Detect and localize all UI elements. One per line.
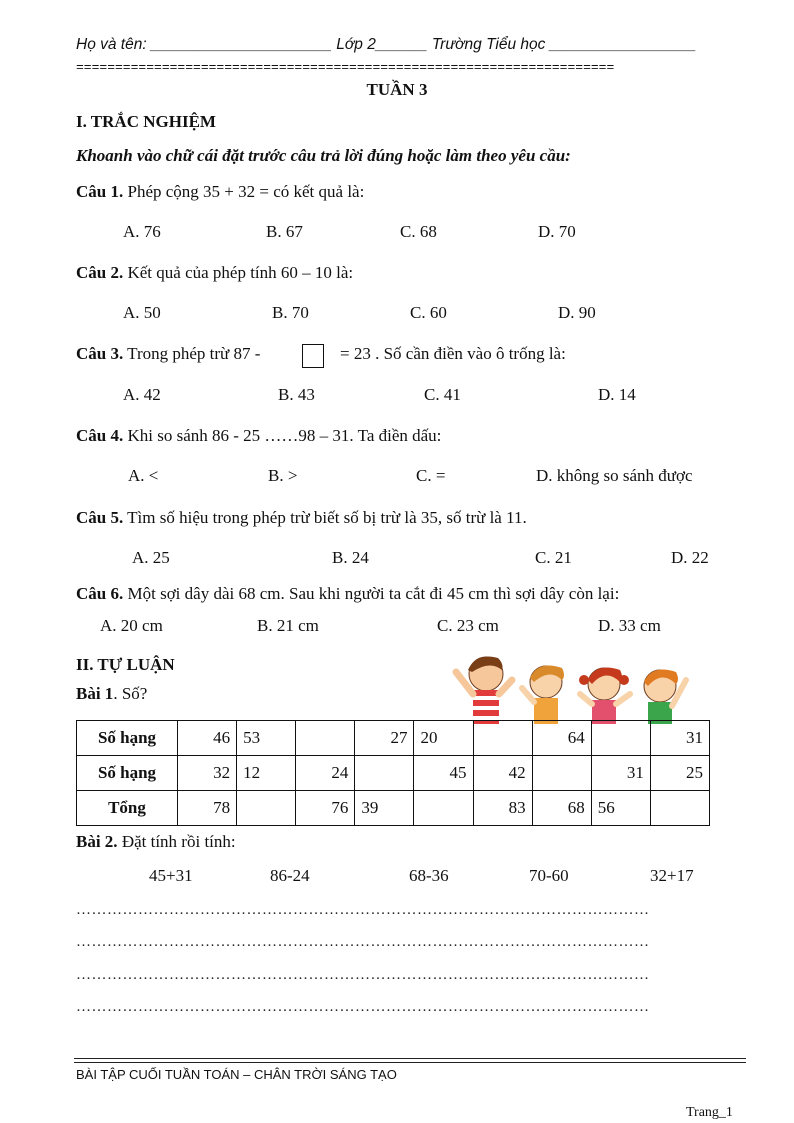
calc-item: 86-24 xyxy=(270,866,310,885)
q2-option-a[interactable]: A. 50 xyxy=(123,303,161,322)
table-cell[interactable]: 76 xyxy=(296,791,355,826)
table-cell[interactable] xyxy=(237,791,296,826)
question-5: Câu 5. Tìm số hiệu trong phép trừ biết số bị trừ là 35, số trừ là 11. xyxy=(76,508,527,527)
table-cell[interactable]: 64 xyxy=(532,721,591,756)
table-cell[interactable] xyxy=(650,791,709,826)
table-cell[interactable] xyxy=(532,756,591,791)
table-row xyxy=(77,756,710,791)
table-cell[interactable] xyxy=(355,756,414,791)
table-cell[interactable]: 31 xyxy=(650,721,709,756)
header-separator: ===================================================================== xyxy=(76,60,615,75)
table-cell[interactable]: 42 xyxy=(473,756,532,791)
answer-line[interactable]: ………………………………………………………………………………………………… xyxy=(76,967,650,983)
row-label: Tổng xyxy=(77,791,178,826)
table-cell[interactable]: 39 xyxy=(355,791,414,826)
table-cell[interactable]: 83 xyxy=(473,791,532,826)
table-cell[interactable]: 27 xyxy=(355,721,414,756)
table-cell[interactable]: 53 xyxy=(237,721,296,756)
calc-item: 68-36 xyxy=(409,866,449,885)
q4-option-a[interactable]: A. < xyxy=(128,466,159,485)
q5-option-a[interactable]: A. 25 xyxy=(132,548,170,567)
row-label: Số hạng xyxy=(77,721,178,756)
table-cell[interactable]: 78 xyxy=(178,791,237,826)
table-cell[interactable]: 32 xyxy=(178,756,237,791)
q1-option-b[interactable]: B. 67 xyxy=(266,222,303,241)
q4-option-d[interactable]: D. không so sánh được xyxy=(536,466,693,485)
q5-option-b[interactable]: B. 24 xyxy=(332,548,369,567)
table-cell[interactable]: 24 xyxy=(296,756,355,791)
q6-option-b[interactable]: B. 21 cm xyxy=(257,616,319,635)
answer-line[interactable]: ………………………………………………………………………………………………… xyxy=(76,999,650,1015)
footer-text: BÀI TẬP CUỐI TUẦN TOÁN – CHÂN TRỜI SÁNG TẠO xyxy=(76,1067,397,1082)
q1-option-d[interactable]: D. 70 xyxy=(538,222,576,241)
table-cell[interactable] xyxy=(473,721,532,756)
q1-option-a[interactable]: A. 76 xyxy=(123,222,161,241)
table-cell[interactable]: 45 xyxy=(414,756,473,791)
table-cell[interactable]: 31 xyxy=(591,756,650,791)
question-3: Câu 3. Trong phép trừ 87 - xyxy=(76,344,261,363)
table-cell[interactable] xyxy=(414,791,473,826)
q4-option-b[interactable]: B. > xyxy=(268,466,298,485)
answer-line[interactable]: ………………………………………………………………………………………………… xyxy=(76,934,650,950)
table-cell[interactable]: 25 xyxy=(650,756,709,791)
table-cell[interactable]: 68 xyxy=(532,791,591,826)
q3-option-b[interactable]: B. 43 xyxy=(278,385,315,404)
table-cell[interactable] xyxy=(296,721,355,756)
addition-table xyxy=(76,720,710,826)
q2-option-b[interactable]: B. 70 xyxy=(272,303,309,322)
q6-option-c[interactable]: C. 23 cm xyxy=(437,616,499,635)
exercise-2-heading: Bài 2. Đặt tính rồi tính: xyxy=(76,832,236,851)
footer-divider xyxy=(74,1058,746,1059)
q3-option-d[interactable]: D. 14 xyxy=(598,385,636,404)
q2-option-c[interactable]: C. 60 xyxy=(410,303,447,322)
q5-option-c[interactable]: C. 21 xyxy=(535,548,572,567)
question-2: Câu 2. Kết quả của phép tính 60 – 10 là: xyxy=(76,263,354,282)
q3-option-a[interactable]: A. 42 xyxy=(123,385,161,404)
section-1-instruction: Khoanh vào chữ cái đặt trước câu trả lời đúng hoặc làm theo yêu cầu: xyxy=(76,146,571,165)
question-6: Câu 6. Một sợi dây dài 68 cm. Sau khi người ta cắt đi 45 cm thì sợi dây còn lại: xyxy=(76,584,620,603)
table-row xyxy=(77,791,710,826)
question-3-continuation: = 23 . Số cần điền vào ô trống là: xyxy=(340,344,566,363)
answer-line[interactable]: ………………………………………………………………………………………………… xyxy=(76,902,650,918)
row-label: Số hạng xyxy=(77,756,178,791)
table-cell[interactable] xyxy=(591,721,650,756)
footer-divider xyxy=(74,1062,746,1063)
student-info-line: Họ và tên: _____________________ Lớp 2______ Trường Tiểu học _________________ xyxy=(76,36,697,53)
section-2-heading: II. TỰ LUẬN xyxy=(76,655,175,674)
table-cell[interactable]: 46 xyxy=(178,721,237,756)
q4-option-c[interactable]: C. = xyxy=(416,466,446,485)
calc-item: 70-60 xyxy=(529,866,569,885)
children-illustration xyxy=(446,650,692,724)
page-title: TUẦN 3 xyxy=(366,80,428,99)
q2-option-d[interactable]: D. 90 xyxy=(558,303,596,322)
q6-option-a[interactable]: A. 20 cm xyxy=(100,616,163,635)
q5-option-d[interactable]: D. 22 xyxy=(671,548,709,567)
page-number: Trang_1 xyxy=(686,1105,733,1120)
answer-blank-box[interactable] xyxy=(302,344,324,368)
exercise-1-heading: Bài 1. Số? xyxy=(76,684,148,703)
table-row xyxy=(77,721,710,756)
q1-option-c[interactable]: C. 68 xyxy=(400,222,437,241)
question-1: Câu 1. Phép cộng 35 + 32 = có kết quả là: xyxy=(76,182,365,201)
q6-option-d[interactable]: D. 33 cm xyxy=(598,616,661,635)
question-4: Câu 4. Khi so sánh 86 - 25 ……98 – 31. Ta điền dấu: xyxy=(76,426,442,445)
table-cell[interactable]: 12 xyxy=(237,756,296,791)
table-cell[interactable]: 56 xyxy=(591,791,650,826)
calc-item: 45+31 xyxy=(149,866,193,885)
table-cell[interactable]: 20 xyxy=(414,721,473,756)
section-1-heading: I. TRẮC NGHIỆM xyxy=(76,112,216,131)
calc-item: 32+17 xyxy=(650,866,694,885)
q3-option-c[interactable]: C. 41 xyxy=(424,385,461,404)
